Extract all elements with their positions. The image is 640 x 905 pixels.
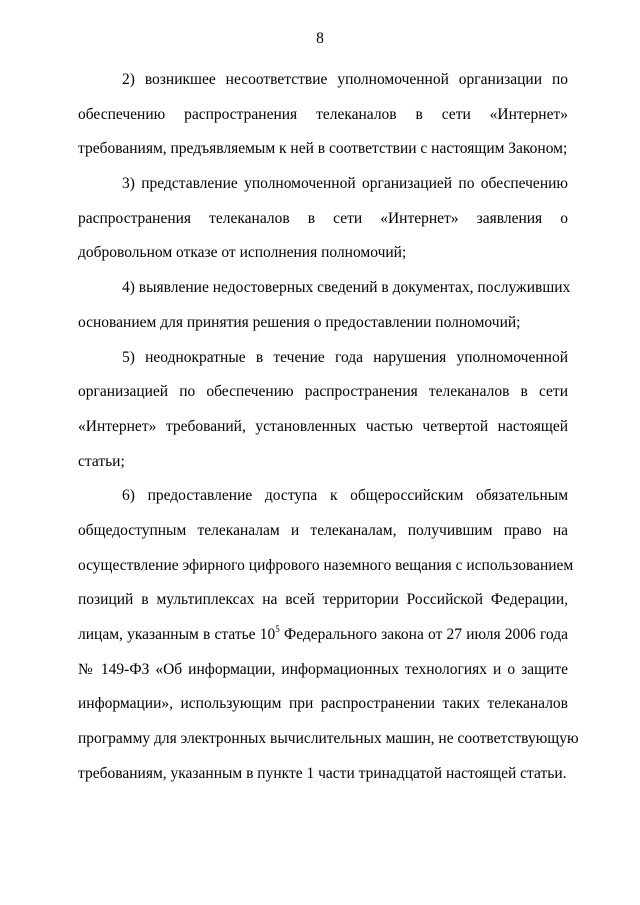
text-line: информации», использующим при распространении таких телеканалов [78, 695, 568, 713]
text-line: 5) неоднократные в течение года нарушения уполномоченной [122, 348, 568, 366]
text-line: организацией по обеспечению распространения телеканалов в сети [78, 383, 568, 401]
paragraph-4 [78, 278, 571, 347]
paragraph-5 [78, 348, 568, 487]
text-line: добровольном отказе от исполнения полномочий; [78, 244, 407, 262]
text-line: «Интернет» требований, установленных частью четвертой настоящей [78, 417, 568, 435]
page-number: 8 [316, 30, 324, 47]
text-line [78, 625, 568, 660]
text-line: № 149-ФЗ «Об информации, информационных технологиях и о защите [78, 660, 568, 678]
text-line: распространения телеканалов в сети «Интернет» заявления о [78, 209, 568, 227]
text-line: 3) представление уполномоченной организацией по обеспечению [122, 175, 568, 193]
text-line: программу для электронных вычислительных машин, не соответствующую [78, 730, 579, 748]
superscript: 5 [275, 624, 280, 634]
text-line: позиций в мультиплексах на всей территории Российской Федерации, [78, 591, 568, 609]
text-line: требованиям, предъявляемым к ней в соответствии с настоящим Законом; [78, 140, 568, 158]
text-segment: лицам, указанным в статье 10 [78, 626, 276, 643]
text-line: общедоступным телеканалам и телеканалам, получившим право на [78, 521, 568, 539]
text-line: требованиям, указанным в пункте 1 части тринадцатой настоящей статьи. [78, 764, 567, 782]
paragraph-6 [78, 486, 579, 798]
text-line: обеспечению распространения телеканалов в сети «Интернет» [78, 105, 568, 123]
text-line: статьи; [78, 452, 125, 470]
text-line: основанием для принятия решения о предоставлении полномочий; [78, 313, 521, 331]
text-line: 6) предоставление доступа к общероссийским обязательным [122, 487, 568, 505]
text-line: 2) возникшее несоответствие уполномоченной организации по [122, 71, 568, 88]
paragraph-2 [78, 70, 568, 174]
paragraph-3 [78, 174, 568, 278]
text-segment: Федерального закона от 27 июля 2006 года [279, 626, 569, 643]
text-line: осуществление эфирного цифрового наземного вещания с использованием [78, 556, 574, 574]
document-body [78, 70, 579, 798]
text-line: 4) выявление недостоверных сведений в документах, послуживших [122, 279, 571, 297]
